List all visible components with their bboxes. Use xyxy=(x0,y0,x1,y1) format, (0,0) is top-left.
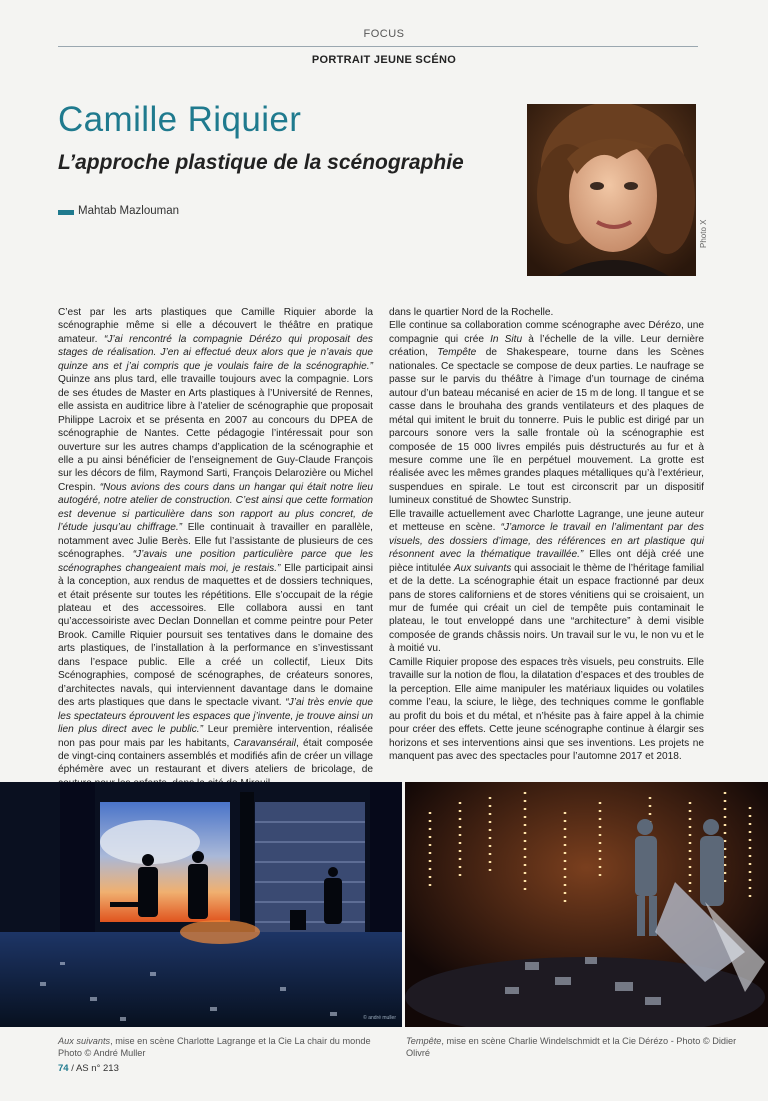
portrait-photo xyxy=(527,104,696,276)
text-run: à l’échelle de la ville. Leur dernière création, xyxy=(389,333,704,359)
work-title: Aux suivants xyxy=(453,562,512,574)
caption-work-title: Tempête xyxy=(406,1036,442,1046)
text-run: Elles ont déjà créé une pièce intitulée xyxy=(389,549,704,574)
text-run: Quinze ans plus tard, elle travaille toujours avec la compagnie. Lors de ses études de Master en Arts plastiques à l’Université de Rennes, elle assista en auditrice libre à l’atelier de scénographie que proposait Philippe Lacroix et se présenta en 2007 au concours du DPEA de scénographie de Nantes. Cette pédagogie l’intéressait pour son ouverture sur les autres champs d’application de la scénographie et elle a pu ainsi bénéficier de l’enseignement de Guy-Claude François sur les décors de film, Raymond Sarti, François Delarozière ou Michel Crespin. xyxy=(58,374,373,493)
article-subtitle: L’approche plastique de la scénographie xyxy=(58,151,464,174)
page-folio xyxy=(58,1063,119,1074)
photo-inner-credit: © andré muller xyxy=(363,1015,396,1021)
stage-photo-aux-suivants xyxy=(0,782,402,1027)
header-rule xyxy=(58,46,698,47)
caption-work-title: Aux suivants xyxy=(58,1036,111,1046)
caption-right xyxy=(406,1035,746,1059)
section-label: FOCUS xyxy=(363,28,405,40)
caption-text: , mise en scène Charlie Windelschmidt et la Cie Dérézo - Photo © Didier Olivré xyxy=(406,1036,737,1058)
quote: “J’avais une position particulière parce que les scénographes changeaient mais moi, je restais.” xyxy=(58,549,374,574)
paragraph: Camille Riquier propose des espaces très visuels, peu construits. Elle travaille sur la notion de flou, la dilatation d’espaces et des troubles de la perception. Elle aime manipuler les matériaux liquides ou volatiles comme l’eau, la sciure, le liège, des techniques comme le gonflable au profit du bois et du métal, et n’hésite pas à faire appel à la chimie pour créer des effets. Cette jeune scénographe continue à élargir ses horizons et ses interventions ainsi que ses inventions. Les projets ne manquent pas avec des spectacles pour l’automne 2017 et 2018. xyxy=(389,656,704,762)
text-run: qui associait le thème de l’héritage familial et de la dette. La scénographie était un espace fractionné par deux pans de stores californiens et de stores vénitiens qui se croisaient, un mur de fumée qui créait un ciel de tempête puis contaminait le plateau, le tout enveloppé dans une “architecture” à demi visible composée de grands châssis noirs. Un travail sur le vu, le non vu et le à moitié vu. xyxy=(389,562,705,655)
paragraph xyxy=(58,306,373,790)
work-title: In Situ xyxy=(490,333,523,345)
body-column-right xyxy=(389,306,704,763)
body-column-left xyxy=(58,306,373,790)
author-name: Mahtab Mazlouman xyxy=(78,205,179,217)
work-title: Tempête xyxy=(437,347,477,359)
paragraph xyxy=(389,508,704,656)
quote: “J’ai très envie que les spectateurs éprouvent les espaces que j’invente, je trouve ainsi un lien plus direct avec le public.” xyxy=(58,697,373,736)
stage-photo-tempete xyxy=(405,782,768,1027)
text-run: Leur première intervention, réalisée non pas pour mais par les habitants, xyxy=(58,724,373,749)
text-run: C’est par les arts plastiques que Camille Riquier aborde la scénographie même si elle a découvert le théâtre en pratique amateur. xyxy=(58,307,373,345)
text-run: Elle participait ainsi à la conception, aux rendus de maquettes et de dossiers techniques, et était présente sur toutes les répétitions. Elle s’occupait de la régie plateau et des accessoires. Elle collabora aussi en tant qu’accessoiriste avec Declan Donnellan et comme peintre pour Peter Brook. Camille Riquier poursuit ses tentatives dans le domaine des arts plastiques, de l’installation à la performance en s’investissant dans l’espace public. Elle a créé un collectif, Lieux Dits Scénographies, composé de scénographes, de créateurs sonores, d’architectes navals, qui interviennent davantage dans le domaine des arts plastiques que dans le spectacle vivant. xyxy=(58,562,373,709)
caption-text: , mise en scène Charlotte Lagrange et la Cie La chair du monde xyxy=(110,1036,371,1046)
text-run: Elle travaille actuellement avec Charlotte Lagrange, une jeune auteur et metteuse en scène. xyxy=(389,508,704,534)
caption-credit: Photo © André Muller xyxy=(58,1048,146,1058)
article-title: Camille Riquier xyxy=(58,100,302,139)
text-run: de Shakespeare, tourne dans les Scènes nationales. Ce spectacle se compose de deux parties. Le naufrage se passe sur le parvis du théâtre à l’image d’un tournage de cinéma autour d’un bateau mécanisé en acier de 15 m de long. Il tangue et se casse dans le brouhaha des grands ventilateurs et des plaques de métal qui imitent le bruit du tonnerre. Puis le public est dirigé par un parcours sonore vers la salle frontale où la scénographie est composée de 15 000 livres empilés puis déstructurés au fur et à mesure comme une île en perpétuel mouvement. La grotte est réalisée avec les mêmes grandes plaques métalliques qu’à l’extérieur, suspendues en spirale. Le tout est circonscrit par un dispositif lumineux constitué de Showtec Sunstrip. xyxy=(389,347,704,507)
caption-left xyxy=(58,1035,398,1059)
text-run: , était composée de vingt-cinq containers assemblés et modifiés afin de créer un village éphémère avec un restaurant et divers ateliers de bricolage, de xyxy=(58,737,373,776)
rubric-label: PORTRAIT JEUNE SCÉNO xyxy=(311,54,457,66)
page-number: 74 xyxy=(58,1063,69,1074)
quote: “J’amorce le travail en l’alimentant par des visuels, des dossiers d’image, des références en art plastique qui résonnent avec la thématique travaillée.” xyxy=(389,522,704,561)
text-run: Elle continue sa collaboration comme scénographe avec Dérézo, une compagnie qui crée xyxy=(389,320,704,345)
author-marker xyxy=(58,210,74,215)
work-title: Caravansérail xyxy=(233,737,296,749)
portrait-credit: Photo X xyxy=(699,219,708,248)
paragraph xyxy=(389,319,704,507)
magazine-issue: / AS n° 213 xyxy=(68,1063,119,1074)
quote: “J’ai rencontré la compagnie Dérézo qui proposait des stages de réalisation. J’en ai effectué deux alors que je n’avais que quinze ans et j’ai compris que je voulais faire de la scénographie.” xyxy=(58,333,373,372)
text-run: Elle continuait à travailler en parallèle, notamment avec Julie Berès. Elle fut l’assistante de plusieurs de ces scénographes. xyxy=(58,522,373,561)
quote: “Nous avions des cours dans un hangar qui était notre lieu autogéré, notre atelier de construction. C’est ainsi que cette formation est devenue si particulière dans son rapport au plus concret, de l’étude jusqu’au chiffrage.” xyxy=(58,481,374,534)
paragraph: dans le quartier Nord de la Rochelle. xyxy=(389,307,554,318)
